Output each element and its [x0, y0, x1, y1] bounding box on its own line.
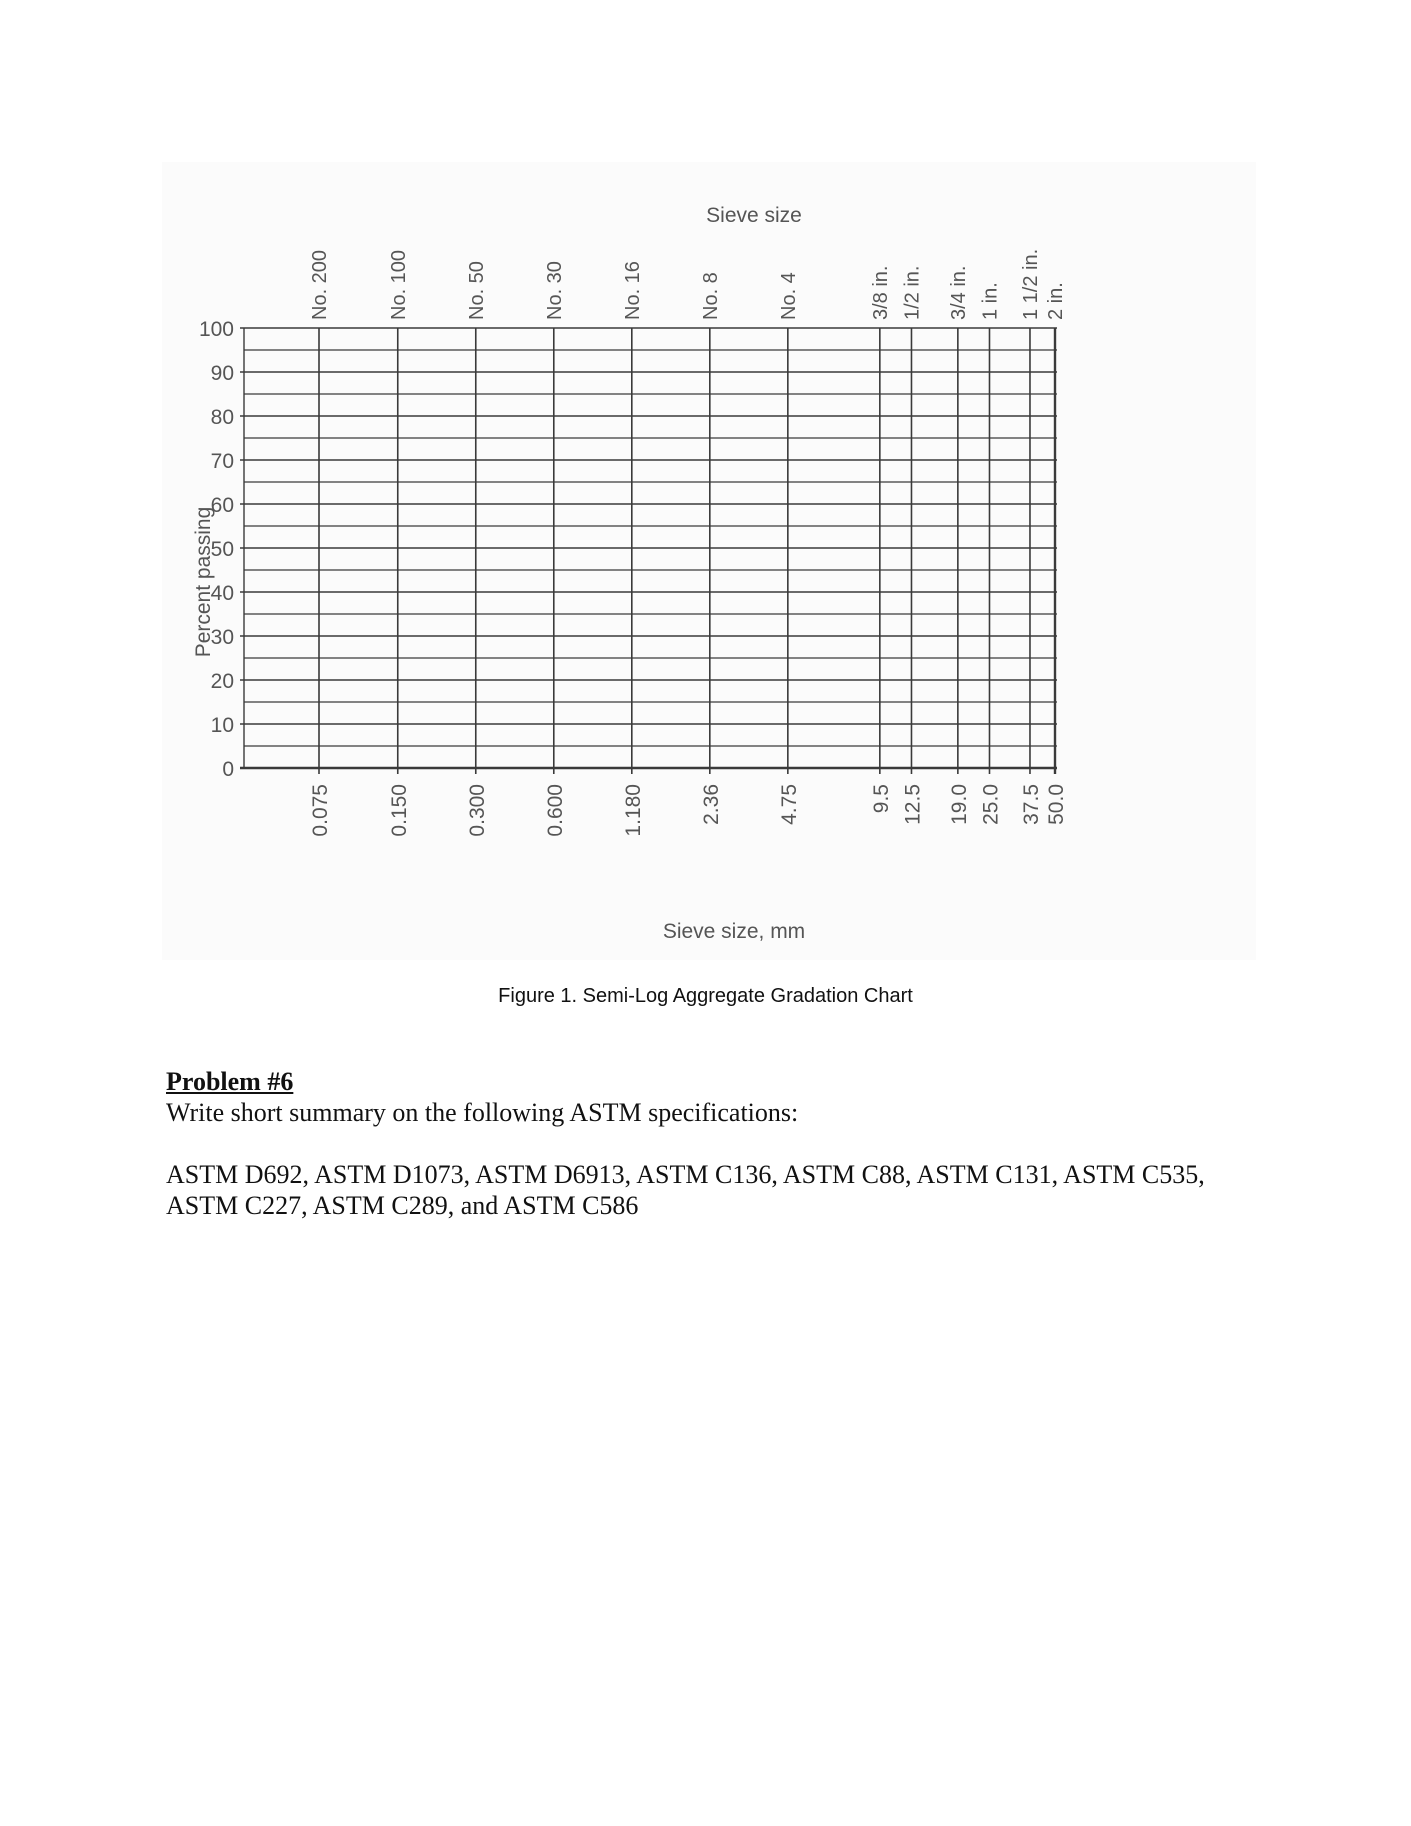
sieve-mm-label: 50.0: [1045, 784, 1068, 825]
chart-top-title: Sieve size: [706, 204, 802, 227]
y-tick-label: 80: [210, 406, 234, 429]
sieve-mm-label: 0.075: [309, 784, 332, 837]
gradation-chart: [162, 162, 1256, 960]
gradation-chart-figure: [162, 162, 1256, 960]
sieve-mm-label: 0.300: [465, 784, 489, 837]
sieve-name-label: 1 in.: [979, 282, 1002, 320]
y-tick-label: 70: [210, 450, 234, 473]
sieve-mm-label: 4.75: [777, 784, 801, 825]
y-tick-label: 10: [210, 714, 234, 737]
y-tick-label: 60: [210, 494, 234, 517]
sieve-mm-label: 19.0: [947, 784, 971, 825]
astm-spec-list: ASTM D692, ASTM D1073, ASTM D6913, ASTM C136, ASTM C88, ASTM C131, ASTM C535, ASTM C227, ASTM C289, and ASTM C586: [166, 1160, 1205, 1220]
problem-heading: Problem #6: [166, 1067, 294, 1096]
sieve-lines: [319, 328, 1055, 774]
y-tick-label: 0: [222, 758, 234, 781]
sieve-name-labels: [309, 249, 1067, 320]
sieve-name-label: 1 1/2 in.: [1019, 248, 1042, 320]
sieve-mm-label: 25.0: [979, 784, 1003, 825]
problem-instruction: Write short summary on the following ASTM specifications:: [166, 1098, 799, 1127]
sieve-name-label: No. 16: [621, 261, 644, 320]
sieve-mm-label: 12.5: [901, 784, 925, 825]
sieve-name-label: 3/4 in.: [947, 265, 970, 320]
sieve-mm-label: 0.600: [543, 784, 567, 837]
y-tick-label: 90: [210, 362, 234, 385]
sieve-name-label: No. 50: [465, 261, 488, 320]
y-tick-label: 100: [198, 318, 234, 341]
figure-caption: Figure 1. Semi-Log Aggregate Gradation Chart: [498, 985, 913, 1007]
sieve-mm-labels: [309, 784, 1068, 837]
y-tick-label: 50: [210, 538, 234, 561]
sieve-name-label: 3/8 in.: [869, 265, 892, 320]
y-tick-label: 20: [210, 670, 234, 693]
y-tick-label: 40: [210, 582, 234, 605]
sieve-mm-label: 1.180: [621, 784, 645, 837]
problem-section: [166, 1066, 1266, 1221]
x-axis-label: Sieve size, mm: [662, 920, 806, 943]
sieve-name-label: 1/2 in.: [901, 265, 924, 320]
sieve-name-label: No. 100: [387, 249, 410, 320]
sieve-name-label: 2 in.: [1045, 282, 1067, 320]
sieve-name-label: No. 8: [699, 272, 722, 320]
y-tick-label: 30: [210, 626, 234, 649]
sieve-mm-label: 0.150: [387, 784, 411, 837]
sieve-mm-label: 37.5: [1019, 784, 1043, 825]
sieve-name-label: No. 200: [309, 249, 331, 320]
sieve-name-label: No. 4: [777, 272, 800, 320]
sieve-mm-label: 9.5: [869, 784, 893, 814]
sieve-name-label: No. 30: [543, 261, 566, 320]
y-axis-label: Percent passing: [192, 506, 215, 658]
sieve-mm-label: 2.36: [699, 784, 723, 825]
